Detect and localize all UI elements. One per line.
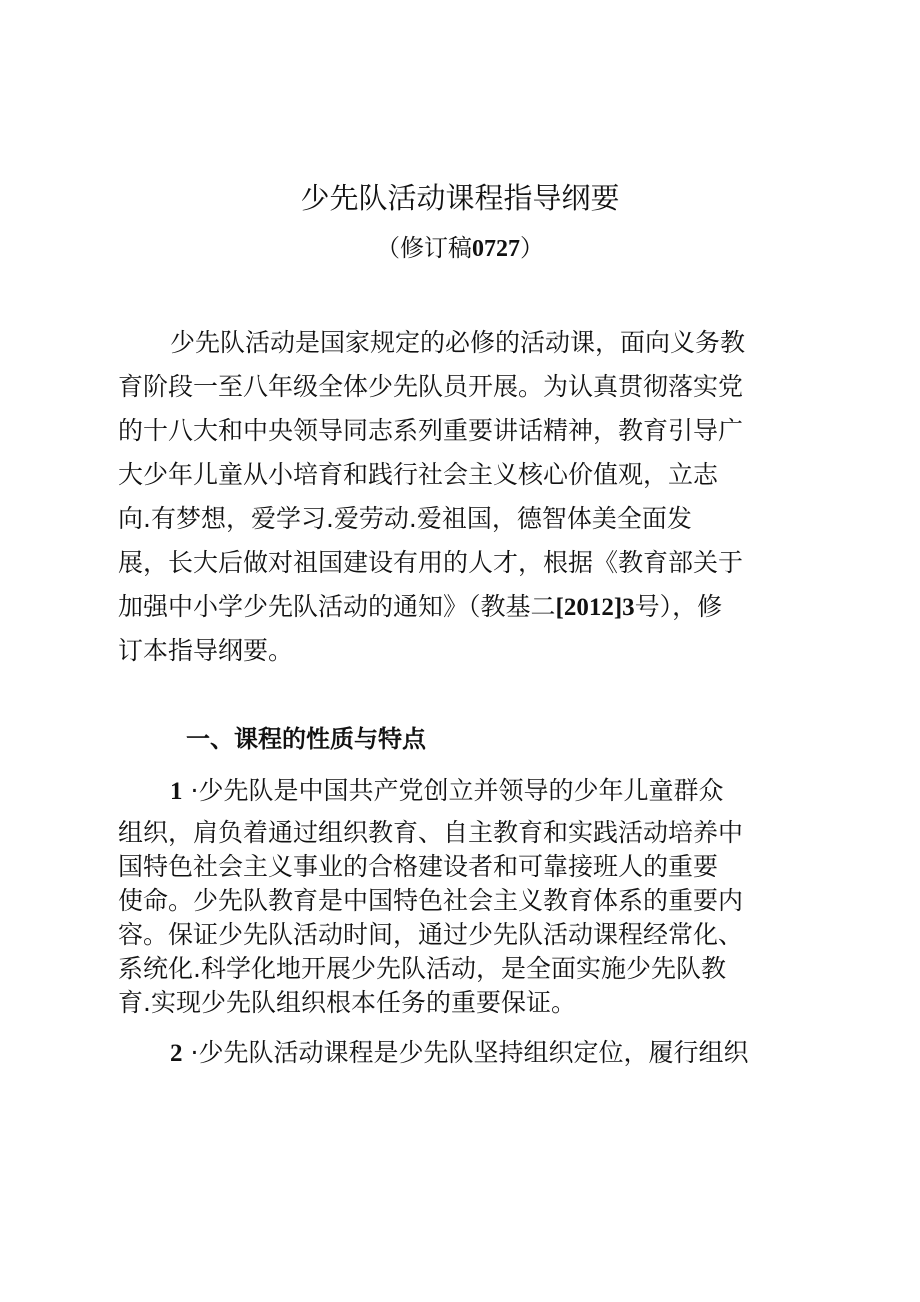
item-text: ·少先队是中国共产党创立并领导的少年儿童群众 [190,776,724,805]
intro-line7-after: 号），修 [634,592,723,621]
subtitle-number: 0727 [472,236,520,262]
section-heading: 一、课程的性质与特点 [186,725,426,753]
intro-line: 的十八大和中央领导同志系列重要讲话精神，教育引导广 [118,416,744,445]
document-reference-number: [2012]3 [555,594,635,621]
item-line: 国特色社会主义事业的合格建设者和可靠接班人的重要 [118,852,719,881]
intro-line [118,590,722,625]
subtitle-close: ） [520,234,544,262]
intro-line: 展，长大后做对祖国建设有用的人才，根据《教育部关于 [118,548,744,577]
intro-line: 向.有梦想，爱学习.爱劳动.爱祖国，德智体美全面发 [118,504,692,533]
intro-line: 少先队活动是国家规定的必修的活动课，面向义务教 [170,328,746,357]
intro-line7-before: 加强中小学少先队活动的通知》（教基二 [118,592,556,621]
item-first-line [170,1036,748,1071]
item-first-line [170,774,723,809]
item-number: 2 [170,1040,183,1067]
intro-line: 育阶段一至八年级全体少先队员开展。为认真贯彻落实党 [118,372,744,401]
item-line: 育.实现少先队组织根本任务的重要保证。 [118,988,576,1017]
intro-line: 大少年儿童从小培育和践行社会主义核心价值观，立志 [118,460,719,489]
intro-line: 订本指导纲要。 [118,636,294,665]
item-line: 系统化.科学化地开展少先队活动，是全面实施少先队教 [118,954,726,983]
item-line: 使命。少先队教育是中国特色社会主义教育体系的重要内 [118,886,744,915]
item-number: 1 [170,778,183,805]
document-title: 少先队活动课程指导纲要 [300,181,620,215]
item-text: ·少先队活动课程是少先队坚持组织定位，履行组织 [190,1038,749,1067]
item-line: 容。保证少先队活动时间，通过少先队活动课程经常化、 [118,920,744,949]
subtitle-open: （修订稿 [376,234,472,262]
document-subtitle [0,230,920,267]
item-line: 组织，肩负着通过组织教育、自主教育和实践活动培养中 [118,818,744,847]
